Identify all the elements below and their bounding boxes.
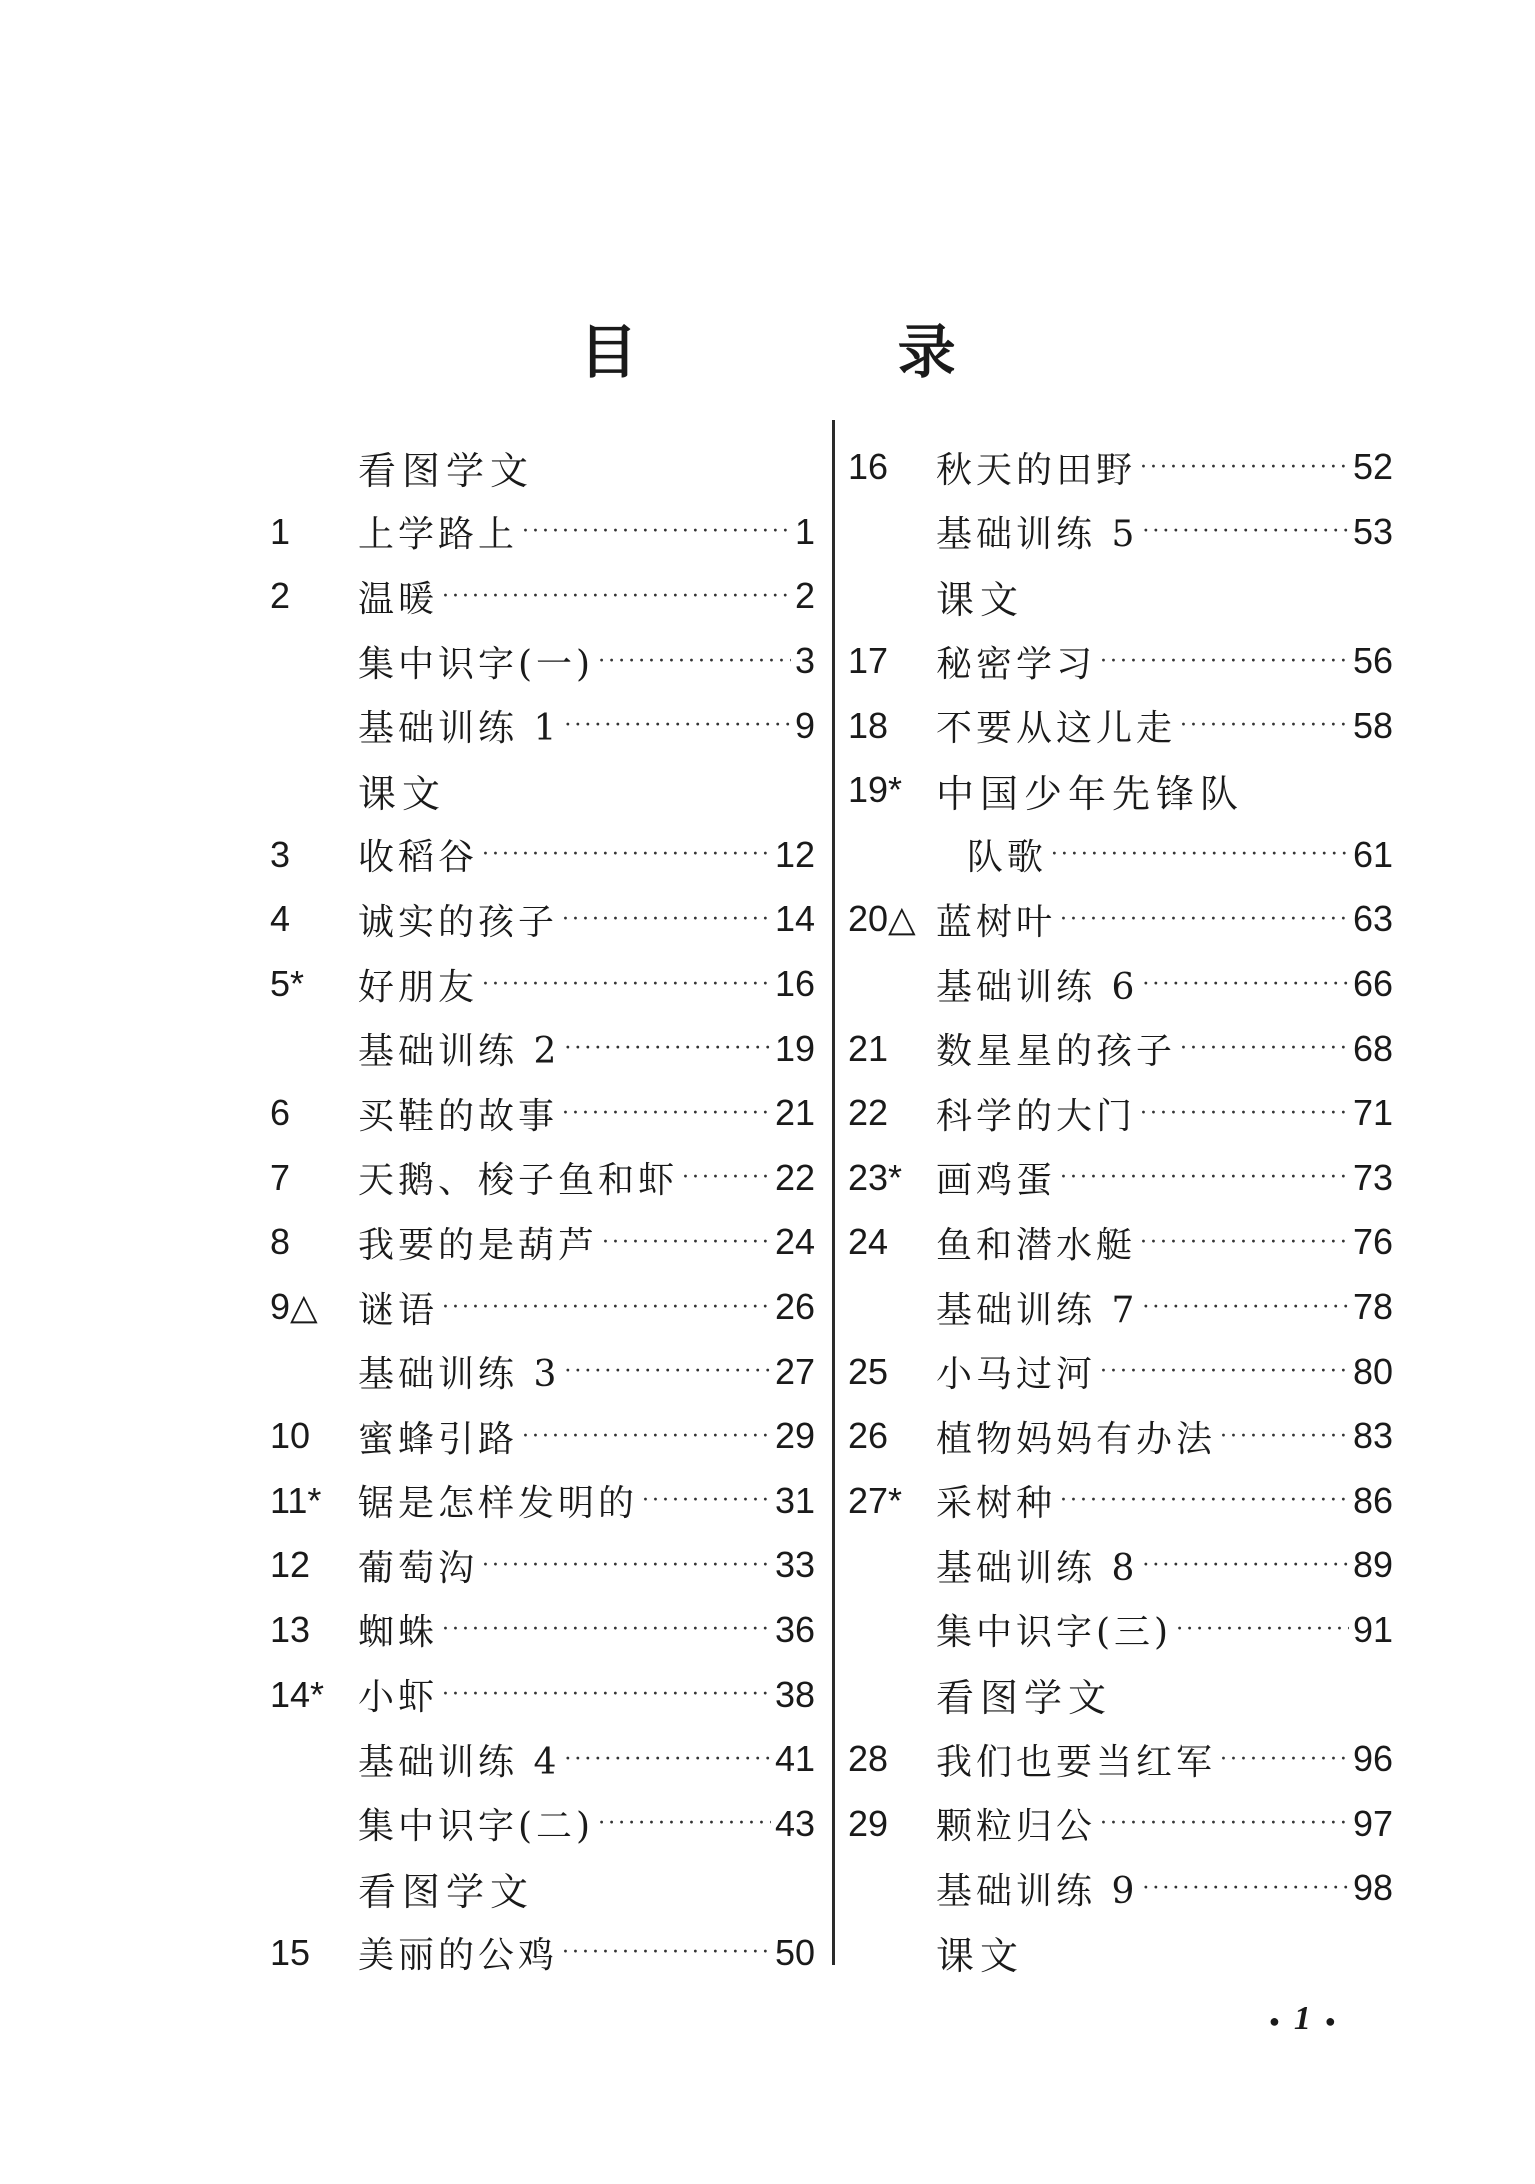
- toc-entry-number: 18: [848, 704, 889, 746]
- toc-entry-body: [936, 1282, 1393, 1333]
- toc-leader-dots: [1140, 1230, 1349, 1255]
- toc-entry-title: 科学的大门: [936, 1095, 1137, 1137]
- toc-entry-page: 73: [1352, 1156, 1393, 1198]
- toc-entry-page: 31: [774, 1479, 815, 1521]
- toc-leader-dots: [1180, 713, 1349, 738]
- toc-entry-body: [936, 1411, 1393, 1462]
- toc-entry-title: 集中识字(二): [358, 1806, 595, 1848]
- toc-entry-body: [936, 700, 1393, 751]
- toc-entry-title: 蜘蛛: [358, 1612, 439, 1654]
- toc-entry: [848, 1016, 1393, 1081]
- toc-leader-dots: [564, 1036, 771, 1061]
- toc-entry-number: 3: [270, 833, 291, 875]
- toc-leader-dots: [522, 519, 791, 544]
- toc-entry-title: 鱼和潜水艇: [936, 1224, 1137, 1266]
- toc-entry-title: 基础训练 7: [936, 1289, 1139, 1331]
- toc-entry: [270, 1210, 815, 1275]
- toc-entry-number: 12: [270, 1544, 311, 1586]
- column-divider: [832, 420, 835, 1965]
- toc-leader-dots: [1060, 907, 1349, 932]
- toc-entry-title: 基础训练 9: [936, 1870, 1139, 1912]
- toc-entry-body: [358, 1669, 815, 1720]
- toc-entry-body: [358, 1088, 815, 1139]
- toc-entry-title: 温暖: [358, 578, 439, 620]
- toc-entry-title: 蓝树叶: [936, 901, 1057, 943]
- toc-entry: [848, 1081, 1393, 1146]
- toc-leader-dots: [564, 713, 791, 738]
- toc-entry-page: 53: [1352, 510, 1393, 552]
- toc-entry: [270, 1921, 815, 1986]
- toc-entry: [270, 1727, 815, 1792]
- toc-leader-dots: [442, 1682, 771, 1707]
- toc-entry-number: 15: [270, 1931, 311, 1973]
- toc-entry-page: 19: [774, 1027, 815, 1069]
- toc-entry: [848, 823, 1393, 888]
- toc-entry-body: [358, 959, 815, 1010]
- toc-entry: [270, 823, 815, 888]
- toc-entry: [848, 1533, 1393, 1598]
- toc-entry-title: 天鹅、梭子鱼和虾: [358, 1160, 679, 1202]
- toc-entry-title: 葡萄沟: [358, 1547, 479, 1589]
- toc-entry-body: [936, 1475, 1393, 1526]
- toc-entry-body: [358, 700, 815, 751]
- toc-leader-dots: [1060, 1488, 1349, 1513]
- toc-entry-page: 97: [1352, 1802, 1393, 1844]
- toc-entry: [848, 1791, 1393, 1856]
- toc-entry-body: [936, 636, 1393, 687]
- toc-entry: [270, 1404, 815, 1469]
- toc-entry-title: 植物妈妈有办法: [936, 1418, 1217, 1460]
- toc-entry-number: 22: [848, 1092, 889, 1134]
- toc-entry-number: 16: [848, 446, 889, 488]
- toc-leader-dots: [564, 1359, 771, 1384]
- toc-entry-body: [936, 1540, 1393, 1591]
- toc-entry-body: [358, 1346, 815, 1397]
- toc-entry: [270, 629, 815, 694]
- toc-entry: [270, 952, 815, 1017]
- toc-entry: [848, 1339, 1393, 1404]
- toc-leader-dots: [1220, 1747, 1349, 1772]
- toc-leader-dots: [1140, 1101, 1349, 1126]
- toc-entry: [270, 435, 815, 500]
- toc-entry: [270, 1533, 815, 1598]
- toc-entry-title: 集中识字(一): [358, 643, 595, 685]
- toc-entry-page: 50: [774, 1931, 815, 1973]
- toc-leader-dots: [1100, 649, 1349, 674]
- toc-entry-title: 锯是怎样发明的: [358, 1483, 639, 1525]
- toc-entry-body: [936, 442, 1393, 493]
- toc-entry-title: 集中识字(三): [936, 1612, 1173, 1654]
- toc-entry-number: 7: [270, 1156, 291, 1198]
- toc-entry-number: 8: [270, 1221, 291, 1263]
- toc-leader-dots: [682, 1165, 771, 1190]
- toc-entry-body: [358, 1023, 815, 1074]
- toc-entry-number: 25: [848, 1350, 889, 1392]
- toc-entry-body: [358, 829, 815, 880]
- toc-entry-number: 17: [848, 640, 889, 682]
- toc-entry-page: 61: [1352, 833, 1393, 875]
- toc-entry-page: 91: [1352, 1608, 1393, 1650]
- toc-entry-body: [358, 1282, 815, 1333]
- toc-entry-number: 24: [848, 1221, 889, 1263]
- toc-entry-page: 76: [1352, 1221, 1393, 1263]
- toc-entry-page: 36: [774, 1608, 815, 1650]
- toc-entry: [848, 887, 1393, 952]
- toc-entry: [848, 1598, 1393, 1663]
- toc-entry-page: 33: [774, 1544, 815, 1586]
- toc-leader-dots: [482, 842, 771, 867]
- toc-leader-dots: [522, 1424, 771, 1449]
- toc-entry-body: [358, 1861, 815, 1916]
- toc-entry: [270, 1339, 815, 1404]
- toc-entry-title: 美丽的公鸡: [358, 1935, 559, 1977]
- toc-leader-dots: [442, 1295, 771, 1320]
- toc-entry-page: 52: [1352, 446, 1393, 488]
- toc-entry-title: 基础训练 8: [936, 1547, 1139, 1589]
- toc-entry-number: 6: [270, 1092, 291, 1134]
- toc-entry-title: 我们也要当红军: [936, 1741, 1217, 1783]
- toc-leader-dots: [598, 649, 791, 674]
- toc-entry-number: 21: [848, 1027, 889, 1069]
- toc-entry: [848, 1210, 1393, 1275]
- toc-entry-title: 我要的是葫芦: [358, 1224, 599, 1266]
- toc-entry-page: 58: [1352, 704, 1393, 746]
- toc-entry: [848, 1404, 1393, 1469]
- toc-entry-title: 数星星的孩子: [936, 1031, 1177, 1073]
- toc-entry-number: 23*: [848, 1156, 903, 1198]
- toc-entry-body: [358, 1927, 815, 1978]
- toc-entry-body: [936, 1734, 1393, 1785]
- toc-entry-page: 78: [1352, 1286, 1393, 1328]
- toc-entry: [270, 1598, 815, 1663]
- toc-entry-body: [358, 440, 815, 495]
- toc-leader-dots: [1142, 1876, 1349, 1901]
- toc-entry-title: 好朋友: [358, 966, 479, 1008]
- toc-entry-title: 基础训练 5: [936, 514, 1139, 556]
- toc-entry: [848, 500, 1393, 565]
- toc-entry-page: 27: [774, 1350, 815, 1392]
- page-number-dot-left: ●: [1269, 2010, 1280, 2031]
- toc-entry-page: 89: [1352, 1544, 1393, 1586]
- toc-entry-body: [936, 1217, 1393, 1268]
- toc-leader-dots: [562, 907, 771, 932]
- toc-leader-dots: [1142, 519, 1349, 544]
- toc-entry-title: 秘密学习: [936, 643, 1097, 685]
- toc-leader-dots: [1220, 1424, 1349, 1449]
- toc-leader-dots: [562, 1940, 771, 1965]
- toc-leader-dots: [482, 1553, 771, 1578]
- toc-entry: [848, 758, 1393, 823]
- toc-entry-title: 看图学文: [936, 1676, 1113, 1721]
- toc-entry-page: 66: [1352, 963, 1393, 1005]
- toc-entry-title: 采树种: [936, 1483, 1057, 1525]
- toc-entry-page: 41: [774, 1738, 815, 1780]
- toc-entry-title: 课文: [358, 771, 447, 816]
- toc-entry: [270, 1791, 815, 1856]
- toc-leader-dots: [1142, 1295, 1349, 1320]
- toc-entry-body: [936, 1925, 1393, 1980]
- toc-entry-title: 看图学文: [358, 1869, 535, 1914]
- toc-entry: [270, 1469, 815, 1534]
- toc-entry-page: 80: [1352, 1350, 1393, 1392]
- toc-entry-body: [936, 1863, 1393, 1914]
- toc-entry-body: [358, 1798, 815, 1849]
- toc-entry-body: [936, 894, 1393, 945]
- toc-leader-dots: [1142, 1553, 1349, 1578]
- toc-entry: [848, 629, 1393, 694]
- toc-entry-body: [936, 763, 1393, 818]
- toc-entry-number: 13: [270, 1608, 311, 1650]
- toc-leader-dots: [442, 1617, 771, 1642]
- toc-entry-body: [358, 1734, 815, 1785]
- toc-entry: [848, 952, 1393, 1017]
- toc-entry-title: 小虾: [358, 1677, 439, 1719]
- toc-entry-number: 28: [848, 1738, 889, 1780]
- toc-entry-page: 21: [774, 1092, 815, 1134]
- toc-entry-title: 谜语: [358, 1289, 439, 1331]
- toc-entry-number: 29: [848, 1802, 889, 1844]
- toc-leader-dots: [564, 1747, 771, 1772]
- toc-entry-number: 2: [270, 575, 291, 617]
- toc-entry-page: 29: [774, 1415, 815, 1457]
- toc-entry: [848, 1856, 1393, 1921]
- toc-entry-title: 不要从这儿走: [936, 708, 1177, 750]
- toc-entry-page: 14: [774, 898, 815, 940]
- toc-entry-body: [358, 636, 815, 687]
- toc-entry-title: 诚实的孩子: [358, 901, 559, 943]
- toc-entry-body: [358, 571, 815, 622]
- toc-entry: [270, 500, 815, 565]
- toc-entry-title: 颗粒归公: [936, 1806, 1097, 1848]
- toc-entry-title: 中国少年先锋队: [936, 771, 1245, 816]
- toc-entry-body: [358, 1217, 815, 1268]
- toc-entry-body: [358, 1475, 815, 1526]
- toc-entry: [848, 1662, 1393, 1727]
- toc-entry-number: 26: [848, 1415, 889, 1457]
- toc-entry-page: 12: [774, 833, 815, 875]
- toc-entry: [270, 887, 815, 952]
- toc-entry-page: 43: [774, 1802, 815, 1844]
- page-title: 目 录: [579, 318, 1076, 386]
- page-number: [1255, 2000, 1350, 2038]
- toc-entry-title: 秋天的田野: [936, 449, 1137, 491]
- toc-entry-body: [936, 506, 1393, 557]
- toc-entry-title: 收稻谷: [358, 837, 479, 879]
- toc-entry-page: 86: [1352, 1479, 1393, 1521]
- toc-entry-page: 71: [1352, 1092, 1393, 1134]
- toc-entry: [270, 1662, 815, 1727]
- toc-entry-page: 1: [794, 510, 815, 552]
- toc-entry-body: [358, 1411, 815, 1462]
- toc-leader-dots: [1176, 1617, 1349, 1642]
- toc-entry-body: [936, 1667, 1393, 1722]
- toc-entry-body: [358, 1152, 815, 1203]
- toc-entry-title: 课文: [936, 577, 1025, 622]
- toc-entry-page: 98: [1352, 1867, 1393, 1909]
- toc-entry: [270, 1275, 815, 1340]
- toc-entry-page: 26: [774, 1286, 815, 1328]
- toc-entry-number: 14*: [270, 1673, 325, 1715]
- toc-leader-dots: [1051, 842, 1349, 867]
- toc-entry-page: 96: [1352, 1738, 1393, 1780]
- toc-entry-page: 38: [774, 1673, 815, 1715]
- toc-leader-dots: [1060, 1165, 1349, 1190]
- toc-entry: [848, 435, 1393, 500]
- toc-entry-title: 蜜蜂引路: [358, 1418, 519, 1460]
- toc-entry-body: [936, 569, 1393, 624]
- toc-entry-body: [358, 506, 815, 557]
- toc-entry: [848, 693, 1393, 758]
- toc-entry-body: [936, 1088, 1393, 1139]
- toc-entry-number: 5*: [270, 963, 305, 1005]
- toc-entry-body: [936, 1604, 1393, 1655]
- toc-entry-body: [936, 1346, 1393, 1397]
- toc-entry-body: [936, 959, 1393, 1010]
- toc-entry-title: 买鞋的故事: [358, 1095, 559, 1137]
- toc-entry-page: 83: [1352, 1415, 1393, 1457]
- toc-leader-dots: [602, 1230, 771, 1255]
- toc-entry: [270, 1146, 815, 1211]
- toc-entry: [848, 564, 1393, 629]
- toc-entry-page: 24: [774, 1221, 815, 1263]
- toc-entry-title: 基础训练 6: [936, 966, 1139, 1008]
- toc-entry-title: 画鸡蛋: [936, 1160, 1057, 1202]
- toc-entry-body: [358, 763, 815, 818]
- toc-entry-page: 63: [1352, 898, 1393, 940]
- toc-entry-title: 基础训练 3: [358, 1354, 561, 1396]
- toc-entry: [270, 1081, 815, 1146]
- toc-entry-number: 4: [270, 898, 291, 940]
- toc-entry-page: 3: [794, 640, 815, 682]
- toc-entry-page: 9: [794, 704, 815, 746]
- toc-entry-title: 上学路上: [358, 514, 519, 556]
- toc-entry-number: 27*: [848, 1479, 903, 1521]
- page-number-dot-right: ●: [1324, 2010, 1336, 2031]
- toc-entry-number: 20△: [848, 898, 916, 940]
- toc-leader-dots: [642, 1488, 771, 1513]
- toc-entry-title: 队歌: [936, 837, 1047, 879]
- toc-entry-title: 看图学文: [358, 448, 535, 493]
- toc-leader-dots: [1100, 1811, 1349, 1836]
- toc-entry-body: [358, 1604, 815, 1655]
- toc-entry-title: 小马过河: [936, 1354, 1097, 1396]
- toc-entry-body: [358, 1540, 815, 1591]
- toc-entry: [848, 1275, 1393, 1340]
- toc-entry: [270, 758, 815, 823]
- toc-entry-title: 基础训练 2: [358, 1031, 561, 1073]
- toc-entry: [270, 693, 815, 758]
- toc-entry-number: 19*: [848, 769, 903, 811]
- toc-entry-number: 1: [270, 510, 291, 552]
- toc-leader-dots: [598, 1811, 771, 1836]
- toc-right-column: [848, 435, 1393, 1985]
- toc-entry-page: 68: [1352, 1027, 1393, 1069]
- toc-left-column: [270, 435, 815, 1985]
- toc-entry-title: 基础训练 4: [358, 1741, 561, 1783]
- toc-leader-dots: [482, 972, 771, 997]
- toc-entry-number: 11*: [270, 1479, 322, 1521]
- toc-entry-body: [936, 1798, 1393, 1849]
- toc-entry: [270, 1016, 815, 1081]
- toc-leader-dots: [442, 584, 791, 609]
- toc-entry-page: 16: [774, 963, 815, 1005]
- toc-entry: [848, 1921, 1393, 1986]
- toc-entry: [848, 1146, 1393, 1211]
- toc-entry-page: 22: [774, 1156, 815, 1198]
- toc-entry: [270, 564, 815, 629]
- page-number-value: 1: [1293, 2000, 1311, 2037]
- toc-leader-dots: [1180, 1036, 1349, 1061]
- toc-entry: [848, 1727, 1393, 1792]
- toc-entry-title: 基础训练 1: [358, 708, 561, 750]
- toc-entry: [270, 1856, 815, 1921]
- toc-entry-number: 10: [270, 1415, 311, 1457]
- toc-leader-dots: [562, 1101, 771, 1126]
- toc-leader-dots: [1140, 455, 1349, 480]
- toc-entry: [848, 1469, 1393, 1534]
- toc-entry-number: 9△: [270, 1286, 318, 1328]
- toc-entry-body: [936, 1023, 1393, 1074]
- toc-entry-page: 56: [1352, 640, 1393, 682]
- toc-entry-body: [358, 894, 815, 945]
- toc-entry-page: 2: [794, 575, 815, 617]
- toc-leader-dots: [1100, 1359, 1349, 1384]
- toc-entry-body: [936, 829, 1393, 880]
- toc-leader-dots: [1142, 972, 1349, 997]
- toc-entry-body: [936, 1152, 1393, 1203]
- toc-entry-title: 课文: [936, 1934, 1025, 1979]
